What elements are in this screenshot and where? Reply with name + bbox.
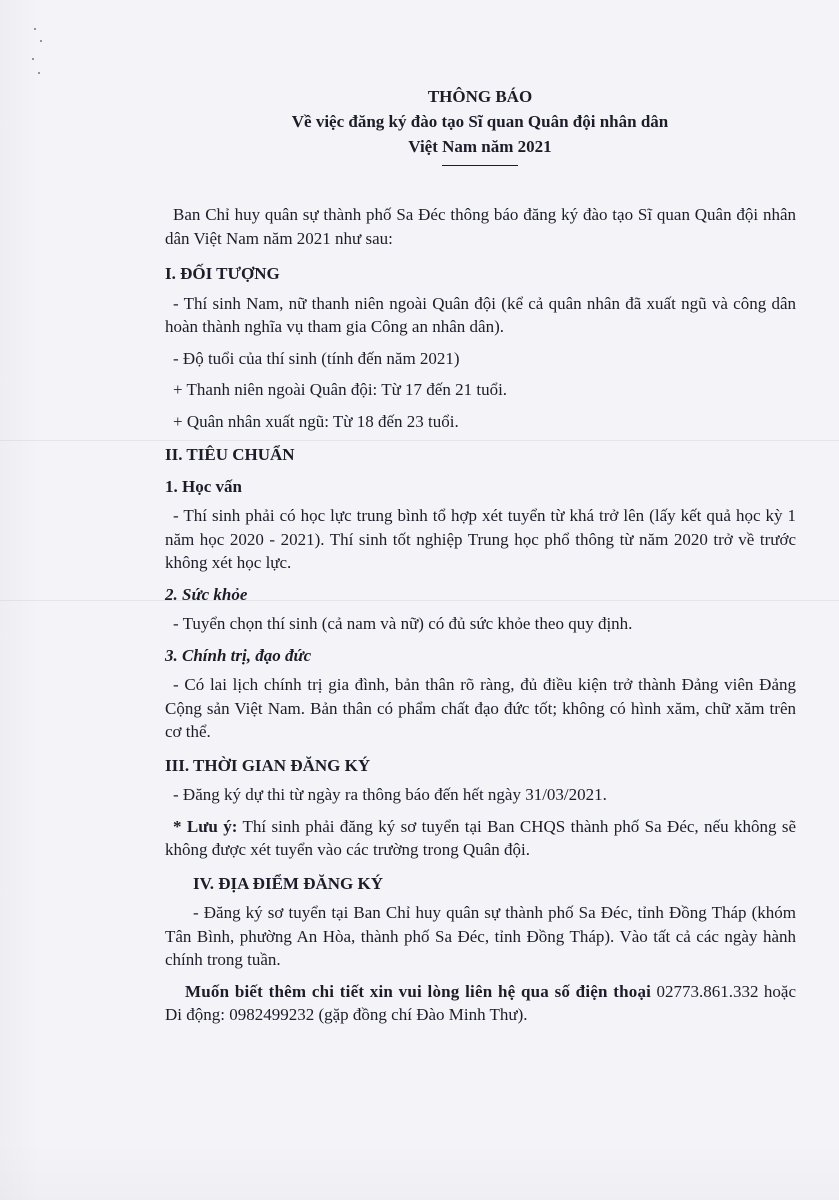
paragraph: - Thí sinh phải có học lực trung bình tổ hợp xét tuyển từ khá trở lên (lấy kết quả học kỳ 1 năm học 2020 - 2021). Thí sinh tốt nghiệp Trung học phổ thông từ năm 2020 trở về trước không xét học lực.: [165, 506, 796, 572]
paragraph: - Có lai lịch chính trị gia đình, bản thân rõ ràng, đủ điều kiện trở thành Đảng viên Đảng Cộng sản Việt Nam. Bản thân có phẩm chất đạo đức tốt; không có hình xăm, chữ xăm trên cơ thể.: [165, 675, 796, 741]
section-heading-doi-tuong: I. ĐỐI TƯỢNG: [165, 264, 280, 283]
paragraph: - Thí sinh Nam, nữ thanh niên ngoài Quân đội (kể cả quân nhân đã xuất ngũ và công dân hoàn thành nghĩa vụ tham gia Công an nhân dân).: [165, 293, 796, 336]
paragraph: + Quân nhân xuất ngũ: Từ 18 đến 23 tuổi.: [173, 411, 459, 431]
closing-paragraph: [165, 980, 796, 1027]
note-label: * Lưu ý:: [173, 816, 238, 836]
paragraph: + Thanh niên ngoài Quân đội: Từ 17 đến 21 tuổi.: [173, 380, 508, 399]
subsection-heading-hoc-van: 1. Học vấn: [165, 476, 242, 496]
contact-info: 02773.861.332 hoặc Di động: 0982499232 (gặp đồng chí Đào Minh Thư).: [165, 981, 797, 1024]
document-subtitle-line2: Việt Nam năm 2021: [408, 137, 552, 156]
title-underline: [442, 165, 518, 166]
section-heading-dia-diem: IV. ĐỊA ĐIỂM ĐĂNG KÝ: [193, 873, 384, 893]
document-subtitle-line1: Về việc đăng ký đào tạo Sĩ quan Quân đội nhân dân: [291, 112, 669, 131]
document-title: THÔNG BÁO: [427, 87, 533, 106]
section-heading-thoi-gian: III. THỜI GIAN ĐĂNG KÝ: [165, 755, 371, 775]
paragraph: - Đăng ký sơ tuyển tại Ban Chỉ huy quân sự thành phố Sa Đéc, tỉnh Đồng Tháp (khóm Tân Bình, phường An Hòa, thành phố Sa Đéc, tỉnh Đồng Tháp). Vào tất cả các ngày hành chính trong tuần.: [165, 903, 796, 969]
paragraph: - Độ tuổi của thí sinh (tính đến năm 2021): [173, 348, 460, 368]
note-paragraph: [165, 815, 796, 862]
intro-paragraph: Ban Chỉ huy quân sự thành phố Sa Đéc thông báo đăng ký đào tạo Sĩ quan Quân đội nhân dân Việt Nam năm 2021 như sau:: [165, 205, 796, 248]
section-heading-tieu-chuan: II. TIÊU CHUẨN: [165, 445, 295, 464]
document-body: [165, 203, 796, 1027]
paragraph: - Đăng ký dự thi từ ngày ra thông báo đến hết ngày 31/03/2021.: [173, 785, 607, 804]
subsection-heading-chinh-tri: 3. Chính trị, đạo đức: [165, 645, 312, 665]
note-text: Thí sinh phải đăng ký sơ tuyển tại Ban CHQS thành phố Sa Đéc, nếu không sẽ không được xét tuyển vào các trường trong Quân đội.: [165, 816, 796, 859]
document-header: [230, 84, 730, 166]
paragraph: - Tuyển chọn thí sinh (cả nam và nữ) có đủ sức khỏe theo quy định.: [173, 614, 633, 633]
subsection-heading-suc-khoe: 2. Sức khỏe: [165, 584, 248, 604]
closing-bold: Muốn biết thêm chi tiết xin vui lòng liên hệ qua số điện thoại: [185, 981, 652, 1001]
